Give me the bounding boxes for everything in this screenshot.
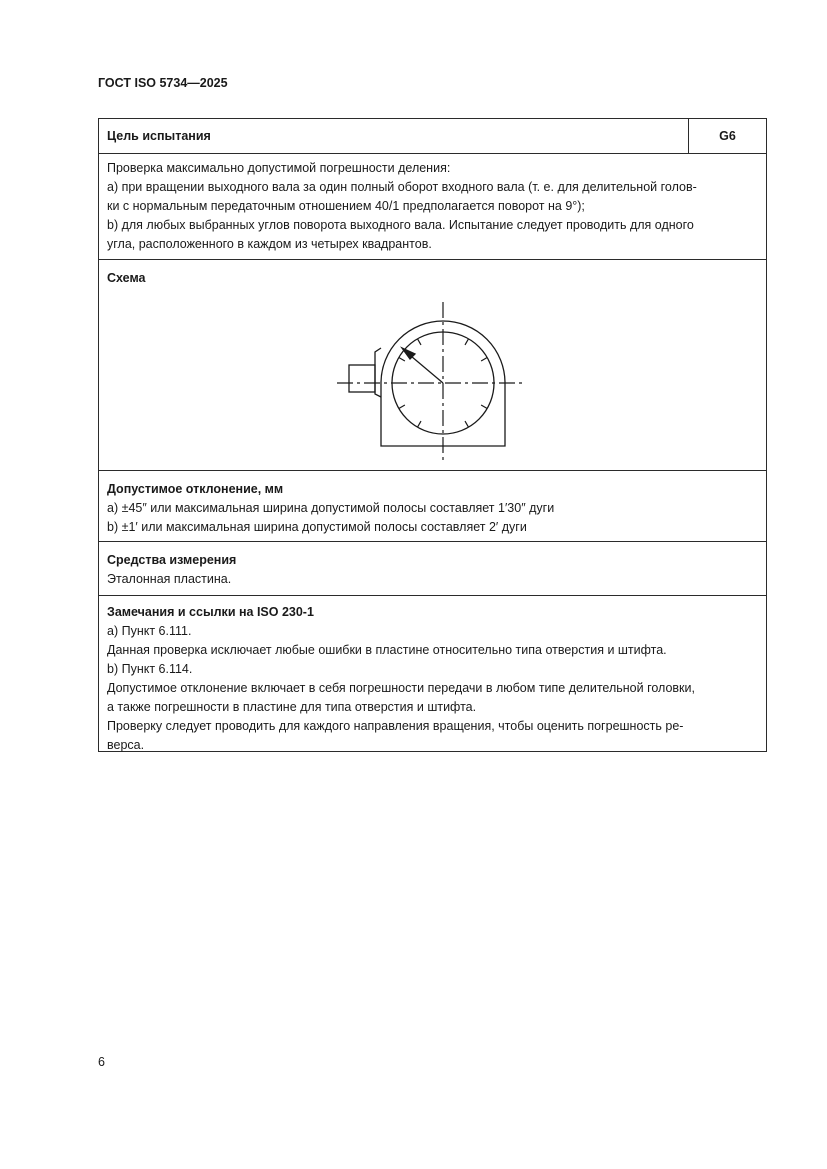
dividing-head-diagram — [99, 260, 766, 471]
document-code: ГОСТ ISO 5734—2025 — [98, 76, 228, 90]
dial-tick — [481, 358, 487, 362]
test-sheet-table — [98, 118, 767, 752]
purpose-line: угла, расположенного в каждом из четырех квадрантов. — [107, 237, 432, 251]
remarks-line: Допустимое отклонение включает в себя погрешности передачи в любом типе делительной головки, — [107, 681, 695, 695]
instruments-line: Эталонная пластина. — [107, 572, 232, 586]
purpose-line: ки с нормальным передаточным отношением 40/1 предполагается поворот на 9°); — [107, 199, 585, 213]
title-row — [99, 119, 766, 154]
remarks-line: a) Пункт 6.111. — [107, 624, 192, 638]
page-number: 6 — [98, 1055, 105, 1069]
tolerance-heading: Допустимое отклонение, мм — [107, 482, 284, 496]
dial-tick — [465, 339, 469, 345]
tolerance-line: b) ±1′ или максимальная ширина допустимой полосы составляет 2′ дуги — [107, 520, 527, 534]
dial-tick — [481, 405, 487, 409]
purpose-line: b) для любых выбранных углов поворота выходного вала. Испытание следует проводить для одного — [107, 218, 694, 232]
scheme-section — [99, 260, 766, 471]
side-flange — [375, 348, 381, 397]
instruments-heading: Средства измерения — [107, 553, 237, 567]
remarks-line: а также погрешности в пластине для типа отверстия и штифта. — [107, 700, 477, 714]
remarks-heading: Замечания и ссылки на ISO 230-1 — [107, 605, 314, 619]
scheme-heading: Схема — [107, 271, 146, 285]
purpose-section — [99, 154, 766, 260]
tolerance-line: a) ±45″ или максимальная ширина допустимой полосы составляет 1′30″ дуги — [107, 501, 555, 515]
dial-tick — [399, 358, 405, 362]
remarks-section — [99, 596, 766, 751]
input-shaft — [349, 365, 375, 392]
dial-tick — [418, 421, 422, 427]
remarks-line: Данная проверка исключает любые ошибки в пластине относительно типа отверстия и штифта. — [107, 643, 667, 657]
dial-tick — [399, 405, 405, 409]
test-code: G6 — [688, 119, 766, 153]
remarks-line: Проверку следует проводить для каждого направления вращения, чтобы оценить погрешность ре- — [107, 719, 684, 733]
purpose-line: Проверка максимально допустимой погрешности деления: — [107, 161, 451, 175]
remarks-line: верса. — [107, 738, 145, 752]
dial-tick — [465, 421, 469, 427]
instruments-section — [99, 542, 766, 596]
remarks-line: b) Пункт 6.114. — [107, 662, 193, 676]
dial-tick — [418, 339, 422, 345]
test-purpose-title: Цель испытания — [107, 129, 211, 143]
tolerance-section — [99, 471, 766, 542]
purpose-line: a) при вращении выходного вала за один полный оборот входного вала (т. е. для делительной голов- — [107, 180, 697, 194]
